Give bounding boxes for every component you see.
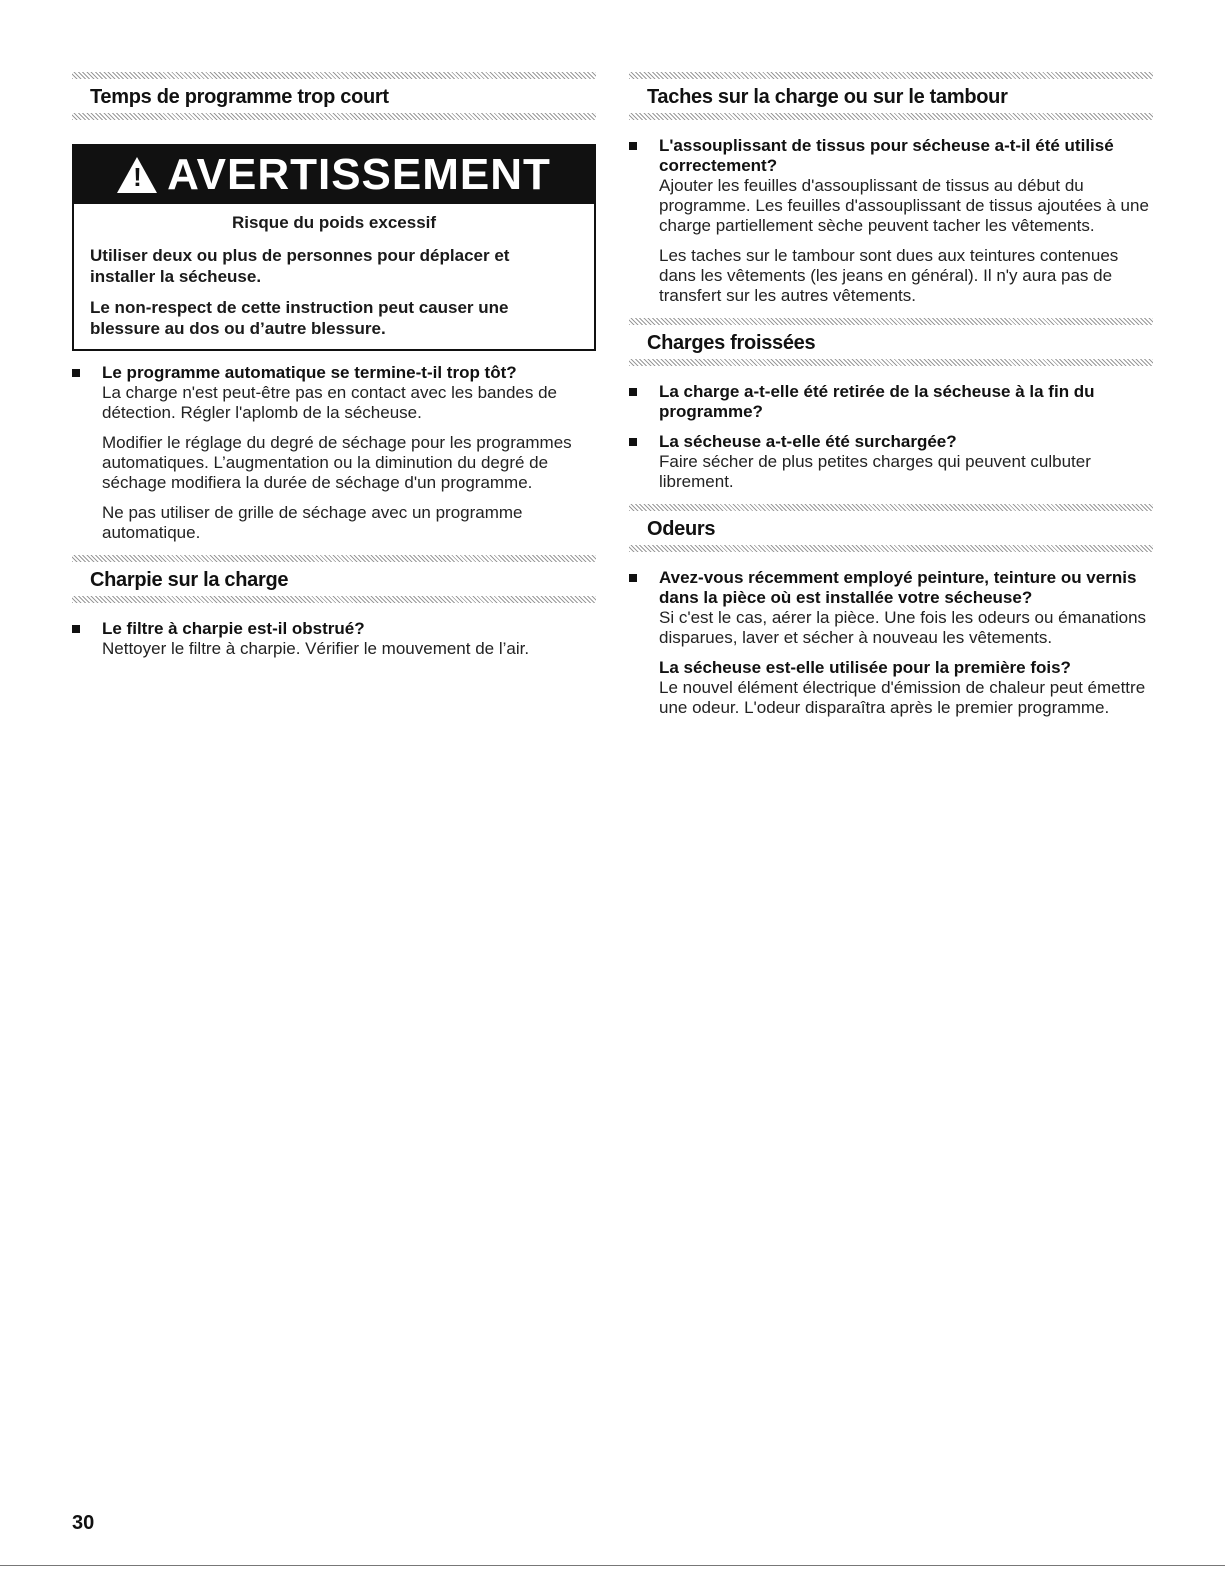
list-item [629, 432, 1153, 492]
warning-line: Utiliser deux ou plus de personnes pour déplacer et installer la sécheuse. [90, 246, 510, 286]
item-question: La sécheuse a-t-elle été surchargée? [659, 432, 957, 451]
left-column [72, 72, 596, 671]
list-item [629, 136, 1153, 306]
section-divider [629, 545, 1153, 552]
bullet-icon [629, 574, 637, 582]
list-item [72, 619, 596, 659]
section-short-cycle [72, 72, 596, 543]
list-item [72, 363, 596, 543]
section-title: Temps de programme trop court [90, 86, 389, 108]
list-item [629, 568, 1153, 718]
section-odors [629, 504, 1153, 718]
item-answer: Ne pas utiliser de grille de séchage avec un programme automatique. [102, 503, 523, 542]
item-question: Avez-vous récemment employé peinture, teinture ou vernis dans la pièce où est installée votre sécheuse? [659, 568, 1137, 607]
warning-box [72, 144, 596, 351]
section-title: Odeurs [647, 518, 716, 540]
warning-banner [74, 146, 594, 204]
item-answer: Si c'est le cas, aérer la pièce. Une fois les odeurs ou émanations disparues, laver et sécher à nouveau les vêtements. [659, 608, 1147, 647]
item-question: Le programme automatique se termine-t-il trop tôt? [102, 363, 517, 382]
section-divider [72, 72, 596, 79]
warning-banner-label: AVERTISSEMENT [167, 150, 551, 199]
section-divider [629, 113, 1153, 120]
section-title: Charges froissées [647, 332, 816, 354]
item-answer: La charge n'est peut-être pas en contact avec les bandes de détection. Régler l'aplomb de la sécheuse. [102, 383, 557, 422]
bullet-icon [629, 388, 637, 396]
item-answer: Ajouter les feuilles d'assouplissant de tissus au début du programme. Les feuilles d'assouplissant de tissus ajoutées à une charge partiellement sèche peuvent tacher les vêtements. [659, 176, 1149, 235]
item-answer: Le nouvel élément électrique d'émission de chaleur peut émettre une odeur. L'odeur disparaîtra après le premier programme. [659, 678, 1146, 717]
right-column [629, 72, 1153, 730]
warning-body [74, 204, 594, 349]
warning-triangle-icon [117, 157, 157, 193]
item-question: La sécheuse est-elle utilisée pour la première fois? [659, 658, 1071, 677]
section-divider [629, 504, 1153, 511]
section-title: Charpie sur la charge [90, 569, 289, 591]
bullet-icon [72, 369, 80, 377]
item-question: L'assouplissant de tissus pour sécheuse a-t-il été utilisé correctement? [659, 136, 1114, 175]
section-wrinkled [629, 318, 1153, 492]
item-question: La charge a-t-elle été retirée de la sécheuse à la fin du programme? [659, 382, 1095, 421]
bullet-icon [629, 438, 637, 446]
item-answer: Les taches sur le tambour sont dues aux teintures contenues dans les vêtements (les jeans en général). Il n'y aura pas de transfert sur les autres vêtements. [659, 246, 1119, 305]
list-item [629, 382, 1153, 422]
page-bottom-rule [0, 1565, 1225, 1566]
section-title: Taches sur la charge ou sur le tambour [647, 86, 1008, 108]
section-lint [72, 555, 596, 659]
section-divider [72, 555, 596, 562]
section-divider [629, 359, 1153, 366]
section-stains [629, 72, 1153, 306]
warning-hazard: Risque du poids excessif [231, 213, 437, 232]
item-answer: Nettoyer le filtre à charpie. Vérifier le mouvement de l’air. [102, 639, 530, 658]
page-number: 30 [72, 1512, 95, 1534]
section-divider [72, 596, 596, 603]
item-question: Le filtre à charpie est-il obstrué? [102, 619, 365, 638]
bullet-icon [72, 625, 80, 633]
item-answer: Faire sécher de plus petites charges qui peuvent culbuter librement. [659, 452, 1091, 491]
section-divider [72, 113, 596, 120]
item-answer: Modifier le réglage du degré de séchage pour les programmes automatiques. L’augmentation ou la diminution du degré de séchage modifiera la durée de séchage d'un programme. [102, 433, 572, 492]
section-divider [629, 318, 1153, 325]
bullet-icon [629, 142, 637, 150]
warning-line: Le non-respect de cette instruction peut causer une blessure au dos ou d’autre blessure. [90, 298, 509, 338]
section-divider [629, 72, 1153, 79]
